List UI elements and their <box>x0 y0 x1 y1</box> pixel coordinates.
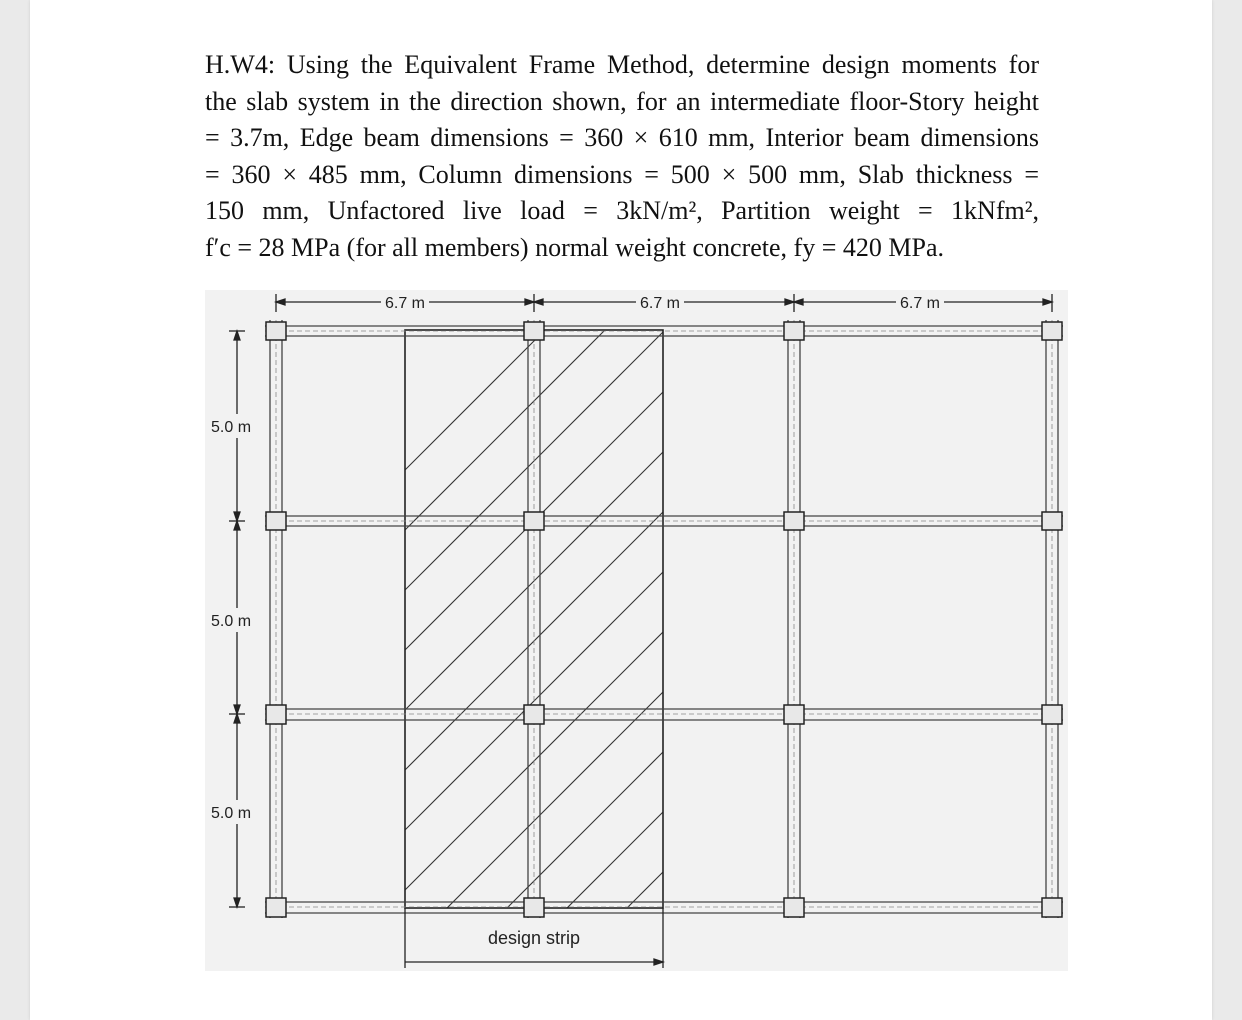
columns <box>266 322 1062 917</box>
span-y-label-2: 5.0 m <box>211 613 252 630</box>
span-x-label-2: 6.7 m <box>639 295 681 312</box>
problem-line-2: the slab system in the direction shown, for an intermediate floor-Story height <box>205 86 1039 116</box>
horizontal-beams <box>265 326 1063 913</box>
slab-plan-drawing <box>205 290 1068 971</box>
design-strip-label: design strip <box>487 928 581 948</box>
problem-line-5: 150 mm, Unfactored live load = 3kN/m², Partition weight = 1kNfm², <box>205 196 1039 226</box>
span-x-label-1: 6.7 m <box>384 295 426 312</box>
span-y-label-3: 5.0 m <box>211 805 252 822</box>
design-strip-hatch <box>405 330 1068 971</box>
vertical-beams <box>270 320 1058 918</box>
problem-line-4: = 360 × 485 mm, Column dimensions = 500 × 500 mm, Slab thickness = <box>205 159 1039 189</box>
problem-statement <box>205 47 1039 267</box>
slab-plan-figure <box>205 290 1068 971</box>
problem-line-6: f′c = 28 MPa (for all members) normal weight concrete, fy = 420 MPa. <box>205 232 944 262</box>
document-page <box>30 0 1212 1020</box>
problem-line-1: H.W4: Using the Equivalent Frame Method, determine design moments for <box>205 50 1039 79</box>
span-y-label-1: 5.0 m <box>211 419 252 436</box>
span-x-label-3: 6.7 m <box>899 295 941 312</box>
problem-line-3: = 3.7m, Edge beam dimensions = 360 × 610 mm, Interior beam dimensions <box>205 123 1039 153</box>
